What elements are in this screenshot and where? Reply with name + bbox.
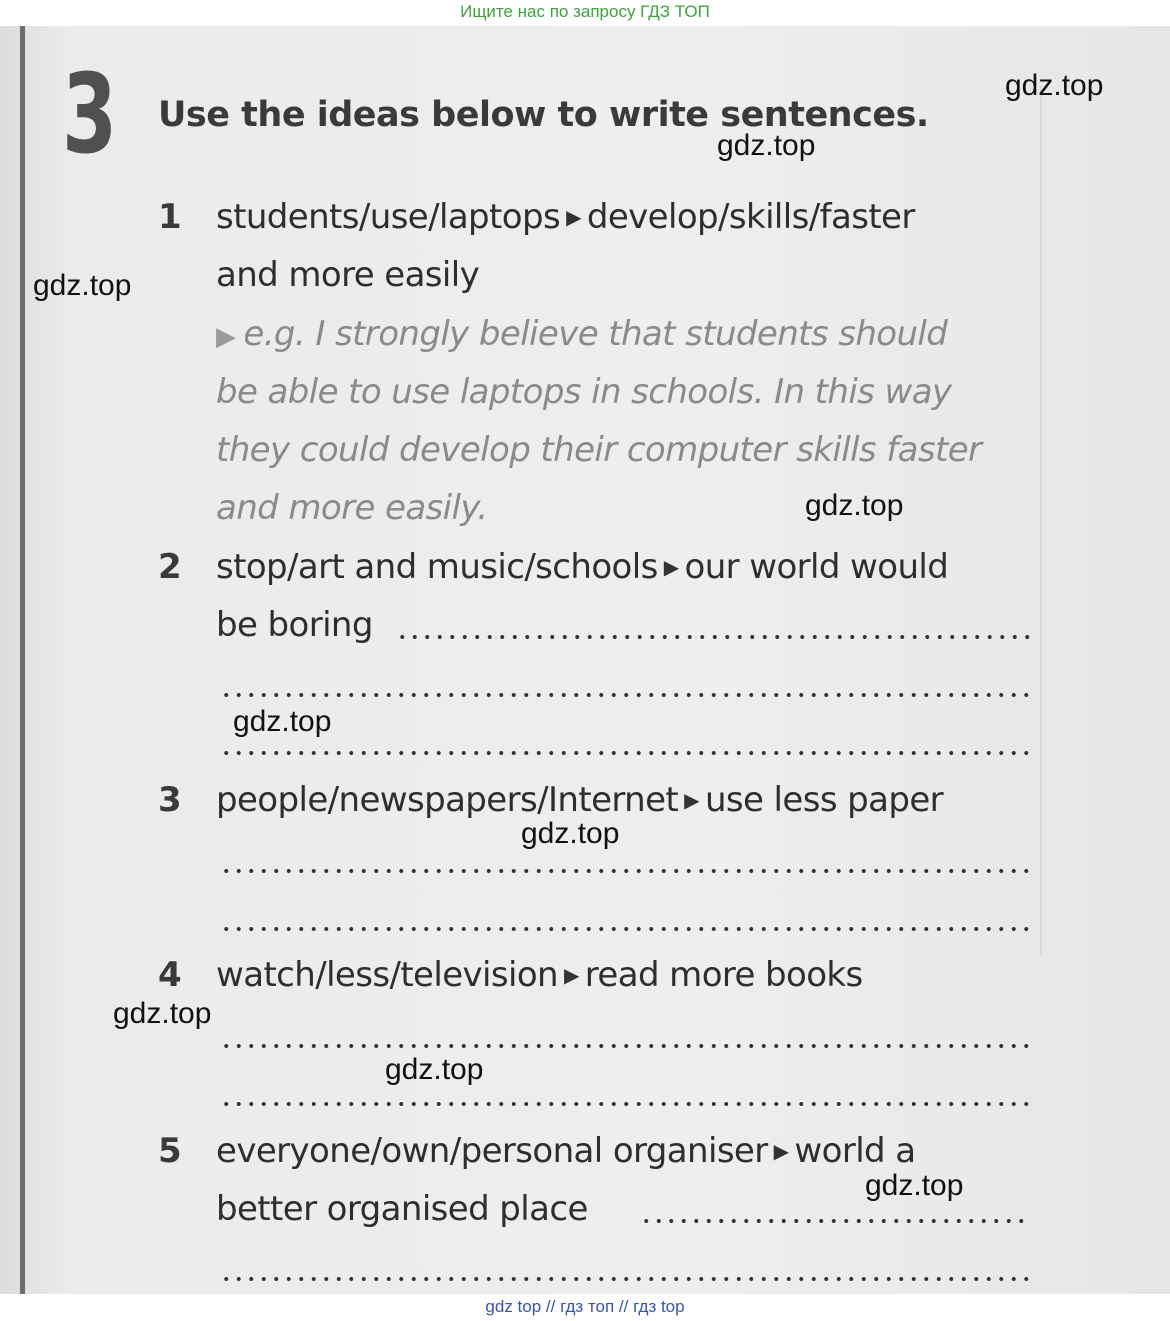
dotted-rule <box>640 1218 1030 1224</box>
arrow-right-icon: ▶ <box>773 1139 789 1163</box>
watermark: gdz.top <box>233 705 332 738</box>
answer-line[interactable] <box>220 1005 1030 1063</box>
arrow-right-icon: ▶ <box>663 555 679 579</box>
item-number: 4 <box>158 955 182 995</box>
arrow-right-icon: ▶ <box>566 205 581 229</box>
prompt-part: watch/less/television <box>216 955 559 995</box>
watermark: gdz.top <box>385 1053 484 1086</box>
answer-line[interactable] <box>220 888 1030 946</box>
answer-line[interactable] <box>396 596 1030 654</box>
dotted-rule <box>220 692 1030 698</box>
item-number: 3 <box>158 780 182 820</box>
prompt-part: read more books <box>584 955 863 995</box>
answer-line[interactable] <box>220 654 1030 712</box>
watermark: gdz.top <box>865 1169 964 1202</box>
top-banner[interactable]: Ищите нас по запросу ГДЗ ТОП <box>460 2 710 21</box>
item-prompt-continued: better organised place <box>216 1189 588 1229</box>
item-number: 2 <box>158 547 182 587</box>
prompt-part: people/newspapers/Internet <box>216 780 679 820</box>
example-line: be able to use laptops in schools. In this way <box>216 372 952 412</box>
item-prompt <box>216 538 1031 596</box>
bottom-banner[interactable]: gdz top // гдз топ // гдз top <box>485 1297 685 1316</box>
example-line: and more easily. <box>216 488 488 528</box>
exercise-instruction: Use the ideas below to write sentences. <box>158 95 929 135</box>
dotted-rule <box>220 926 1030 932</box>
prompt-part: students/use/laptops <box>216 197 561 237</box>
arrow-right-icon: ▶ <box>564 963 579 987</box>
watermark: gdz.top <box>521 817 620 850</box>
item-number: 5 <box>158 1131 182 1171</box>
prompt-part: use less paper <box>704 780 944 820</box>
dotted-rule <box>396 634 1030 640</box>
watermark: gdz.top <box>805 489 904 522</box>
watermark: gdz.top <box>33 269 132 302</box>
example-text: e.g. I strongly believe that students should <box>243 314 948 354</box>
prompt-part: our world would <box>684 547 949 587</box>
left-margin-rule <box>20 26 25 1294</box>
example-arrow-icon: ▶ <box>216 322 236 352</box>
item-number: 1 <box>158 197 182 237</box>
dotted-rule <box>220 868 1030 874</box>
dotted-rule <box>220 1276 1030 1282</box>
example-line: they could develop their computer skills faster <box>216 430 982 470</box>
dotted-rule <box>220 1101 1030 1107</box>
prompt-part: stop/art and music/schools <box>216 547 658 587</box>
answer-line[interactable] <box>640 1180 1030 1238</box>
prompt-part: world a <box>794 1131 916 1171</box>
item-prompt <box>216 188 1031 246</box>
watermark: gdz.top <box>717 129 816 162</box>
exercise-number: 3 <box>62 50 118 178</box>
item-prompt-continued: be boring <box>216 605 373 645</box>
prompt-part: everyone/own/personal organiser <box>216 1131 768 1171</box>
arrow-right-icon: ▶ <box>684 788 699 812</box>
watermark: gdz.top <box>113 997 212 1030</box>
item-prompt <box>216 946 1031 1004</box>
dotted-rule <box>220 750 1030 756</box>
bleed-through-rule <box>1040 86 1042 956</box>
answer-line[interactable] <box>220 1063 1030 1121</box>
answer-line[interactable] <box>220 712 1030 770</box>
textbook-page <box>0 26 1170 1294</box>
item-prompt <box>216 771 1031 829</box>
answer-line[interactable] <box>220 830 1030 888</box>
example-line <box>216 305 1031 363</box>
dotted-rule <box>220 1043 1030 1049</box>
answer-line[interactable] <box>220 1238 1030 1294</box>
watermark: gdz.top <box>1005 69 1104 102</box>
prompt-part: develop/skills/faster <box>586 197 915 237</box>
item-prompt-continued: and more easily <box>216 255 480 295</box>
